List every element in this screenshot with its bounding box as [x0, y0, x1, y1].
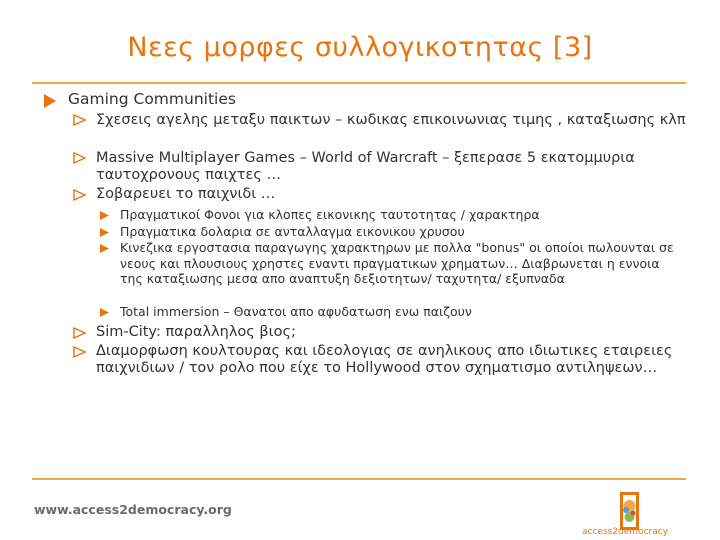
- level1-bullet-icon: [44, 94, 56, 108]
- logo-wordmark: access2democracy: [582, 527, 669, 537]
- level3-bullet-icon: [99, 243, 111, 254]
- level3-bullet-icon: [99, 210, 111, 221]
- footer-url: www.access2democracy.org: [34, 502, 232, 517]
- bullet-text-level3: Πραγματικα δολαρια σε ανταλλαγμα εικονικου χρυσου: [120, 224, 465, 239]
- bullet-text-level2: Διαμορφωση κουλτουρας και ιδεολογιας σε ανηλικους απο ιδιωτικες εταιρειες παιχνιδιων / τον ρολο που είχε το Hollywood στον σχηματισμο αντιληψεων…: [96, 343, 673, 376]
- bullet-text-level3: Πραγματικοί Φονοι για κλοπες εικονικης ταυτοτητας / χαρακτηρα: [120, 207, 540, 222]
- bullet-text-level2: Massive Multiplayer Games – World of Warcraft – ξεπερασε 5 εκατομμυρια ταυτοχρονους παιχτες …: [96, 150, 635, 183]
- bullet-text-level2: Sim-City: παραλληλος βιος;: [96, 324, 296, 340]
- slide-title: Νεες μορφες συλλογικοτητας [3]: [127, 32, 593, 63]
- bullet-text-level2: Σοβαρευει το παιχνιδι …: [96, 186, 276, 202]
- bullet-text-level3: Κινεζικα εργοστασια παραγωγης χαρακτηρων με πολλα "bonus" οι οποίοι πωλουνται σε νεους και πλουσιους χρηστες εναντι πραγματικων χρηματων… Διαβρωνεται η εννοια της καταξιωσης μεσα απο αναπτυξη δεξιοτητων/ ταχυτητα/ εξυπναδα: [120, 240, 674, 286]
- level3-bullet-icon: [99, 307, 111, 318]
- level3-bullet-icon: [99, 227, 111, 238]
- bullet-text-level2: Σχεσεις αγελης μεταξυ παικτων – κωδικας επικοινωνιας τιμης , καταξιωσης κλπ: [96, 112, 686, 128]
- bullet-text-level1: Gaming Communities: [68, 90, 236, 108]
- footer-divider: [32, 478, 686, 480]
- bullet-text-level3: Total immersion – Θανατοι απο αφυδατωση ενω παιζουν: [120, 304, 472, 319]
